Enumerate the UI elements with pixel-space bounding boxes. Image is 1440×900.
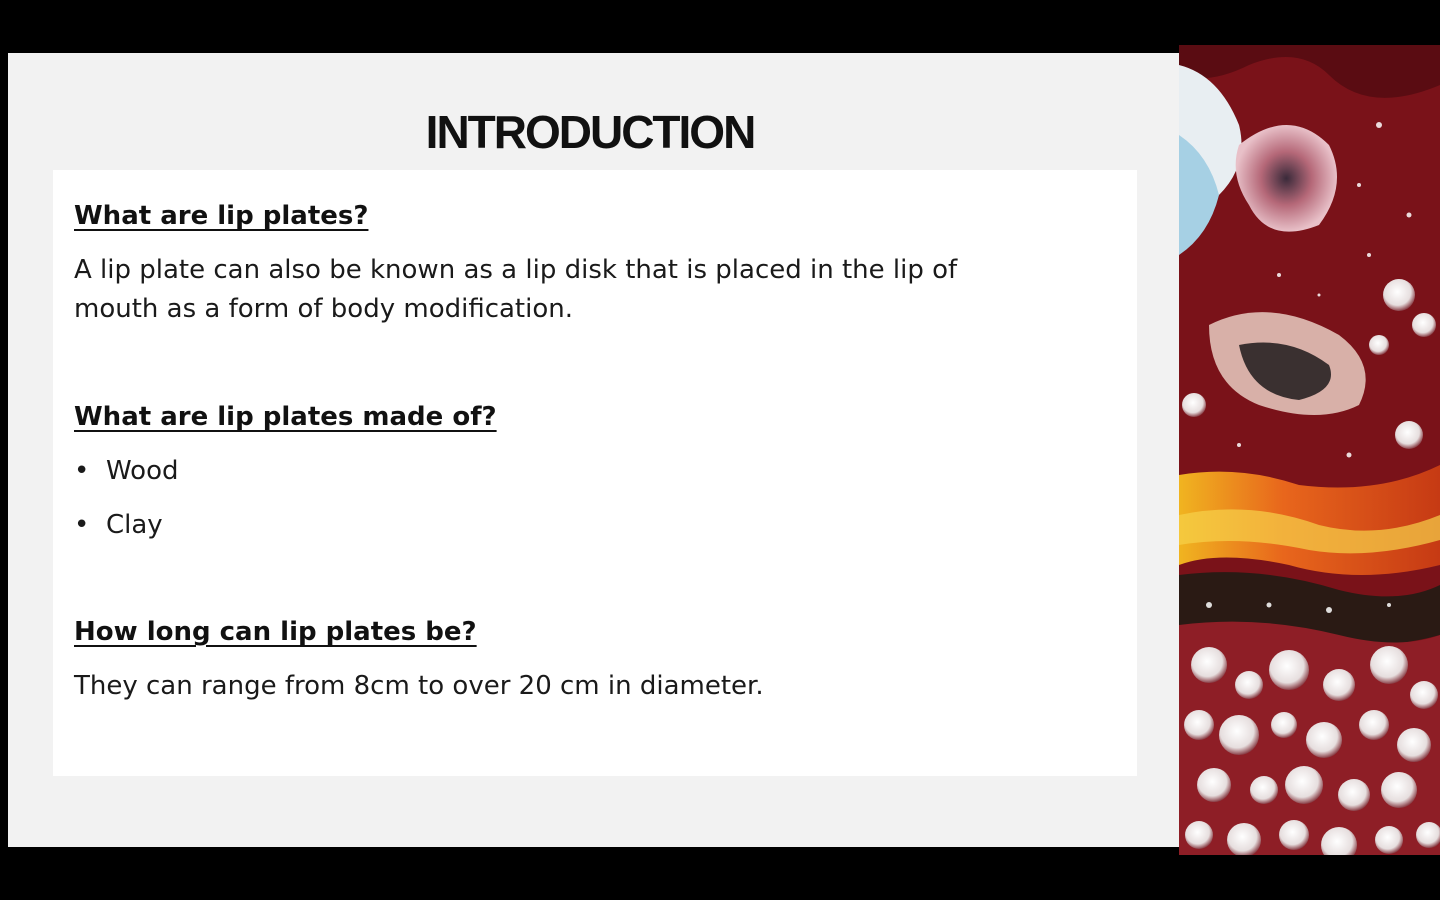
- section-body-line: A lip plate can also be known as a lip disk that is placed in the lip of: [74, 255, 958, 285]
- abstract-fluid-paint-art: [1179, 45, 1440, 855]
- section-body-line: mouth as a form of body modification.: [74, 294, 574, 324]
- bullet-marker: •: [74, 510, 90, 540]
- abstract-art-graphic: [1179, 45, 1440, 855]
- bullet-marker: •: [74, 456, 90, 486]
- section-heading-how-long: How long can lip plates be?: [74, 617, 477, 647]
- bullet-text: Wood: [106, 456, 179, 486]
- section-heading-what-are-lip-plates: What are lip plates?: [74, 201, 369, 231]
- bullet-item-clay: [74, 506, 163, 545]
- section-body-line: They can range from 8cm to over 20 cm in diameter.: [74, 671, 764, 701]
- section-heading-made-of: What are lip plates made of?: [74, 402, 497, 432]
- bullet-item-wood: [74, 452, 179, 491]
- bullet-text: Clay: [106, 510, 163, 540]
- slide-title: INTRODUCTION: [425, 106, 755, 158]
